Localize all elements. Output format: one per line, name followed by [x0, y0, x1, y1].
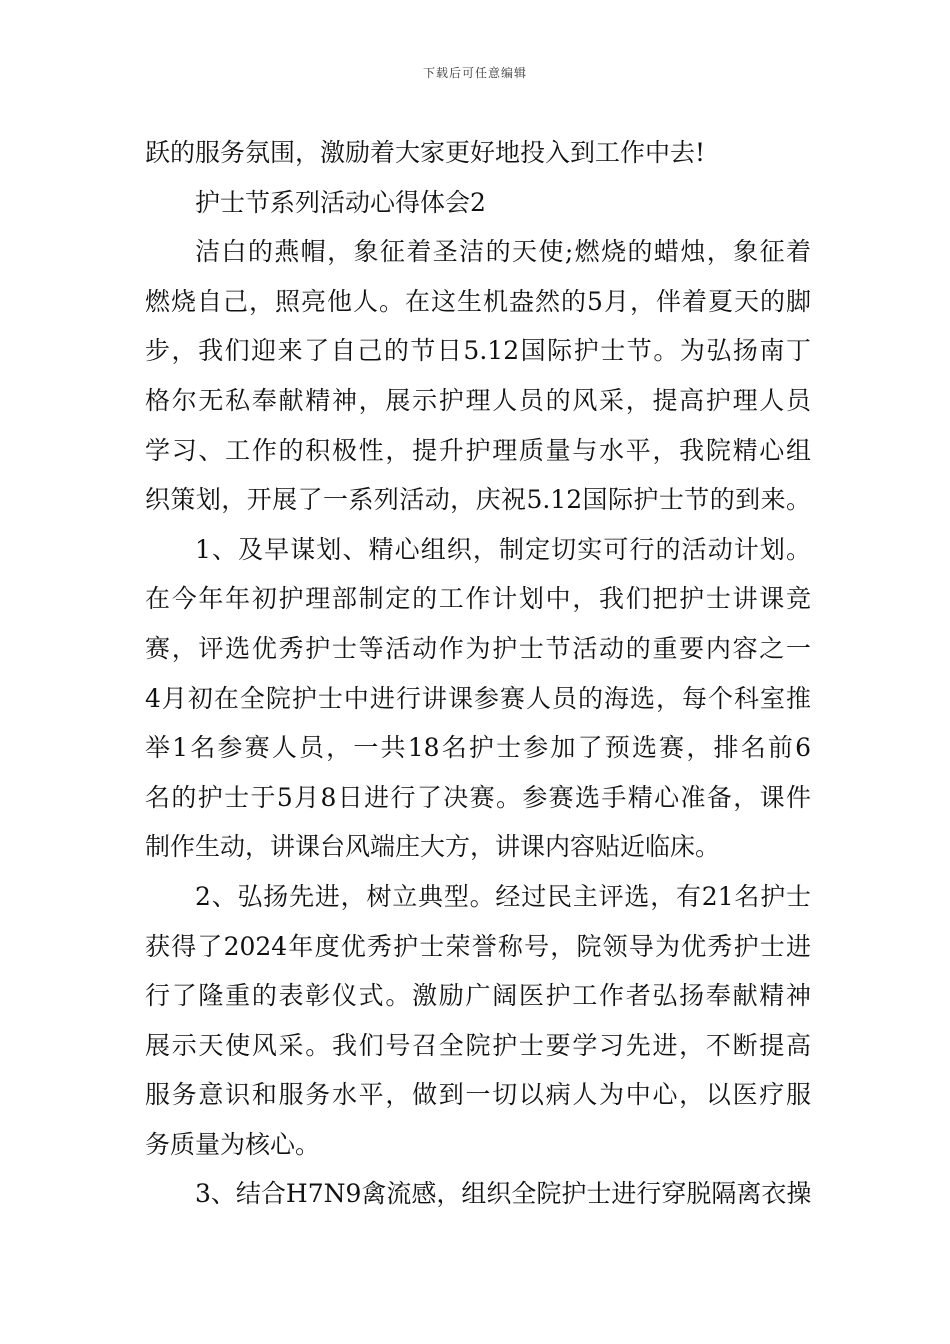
text-line: 3、结合H7N9禽流感，组织全院护士进行穿脱隔离衣操	[195, 1179, 811, 1209]
text-line: 格尔无私奉献精神，展示护理人员的风采，提高护理人员	[145, 385, 811, 415]
text-line: 行了隆重的表彰仪式。激励广阔医护工作者弘扬奉献精神	[145, 981, 811, 1011]
text-line: 燃烧自己，照亮他人。在这生机盎然的5月，伴着夏天的脚	[145, 286, 811, 316]
text-line: 赛，评选优秀护士等活动作为护士节活动的重要内容之一	[145, 633, 811, 663]
text-line: 织策划，开展了一系列活动，庆祝5.12国际护士节的到来。	[145, 485, 811, 515]
text-line: 1、及早谋划、精心组织，制定切实可行的活动计划。	[195, 534, 811, 564]
text-line: 洁白的燕帽，象征着圣洁的天使;燃烧的蜡烛，象征着	[195, 237, 811, 267]
text-line: 步，我们迎来了自己的节日5.12国际护士节。为弘扬南丁	[145, 336, 811, 366]
text-line: 学习、工作的积极性，提升护理质量与水平，我院精心组	[145, 435, 811, 465]
text-line: 获得了2024年度优秀护士荣誉称号，院领导为优秀护士进	[145, 931, 811, 961]
text-line: 名的护士于5月8日进行了决赛。参赛选手精心准备，课件	[145, 782, 811, 812]
text-line: 在今年年初护理部制定的工作计划中，我们把护士讲课竞	[145, 584, 811, 614]
document-body	[145, 128, 811, 1219]
text-line: 制作生动，讲课台风端庄大方，讲课内容贴近临床。	[145, 832, 721, 862]
text-line: 4月初在全院护士中进行讲课参赛人员的海选，每个科室推	[145, 683, 811, 713]
section-heading: 护士节系列活动心得体会2	[195, 187, 486, 217]
text-line: 举1名参赛人员，一共18名护士参加了预选赛，排名前6	[145, 733, 811, 763]
text-line: 跃的服务氛围，激励着大家更好地投入到工作中去!	[145, 138, 706, 167]
download-note: 下载后可任意编辑	[422, 66, 527, 80]
text-line: 服务意识和服务水平，做到一切以病人为中心，以医疗服	[145, 1080, 811, 1110]
text-line: 2、弘扬先进，树立典型。经过民主评选，有21名护士	[195, 881, 811, 911]
text-line: 务质量为核心。	[145, 1129, 321, 1159]
text-line: 展示天使风采。我们号召全院护士要学习先进，不断提高	[145, 1030, 811, 1060]
